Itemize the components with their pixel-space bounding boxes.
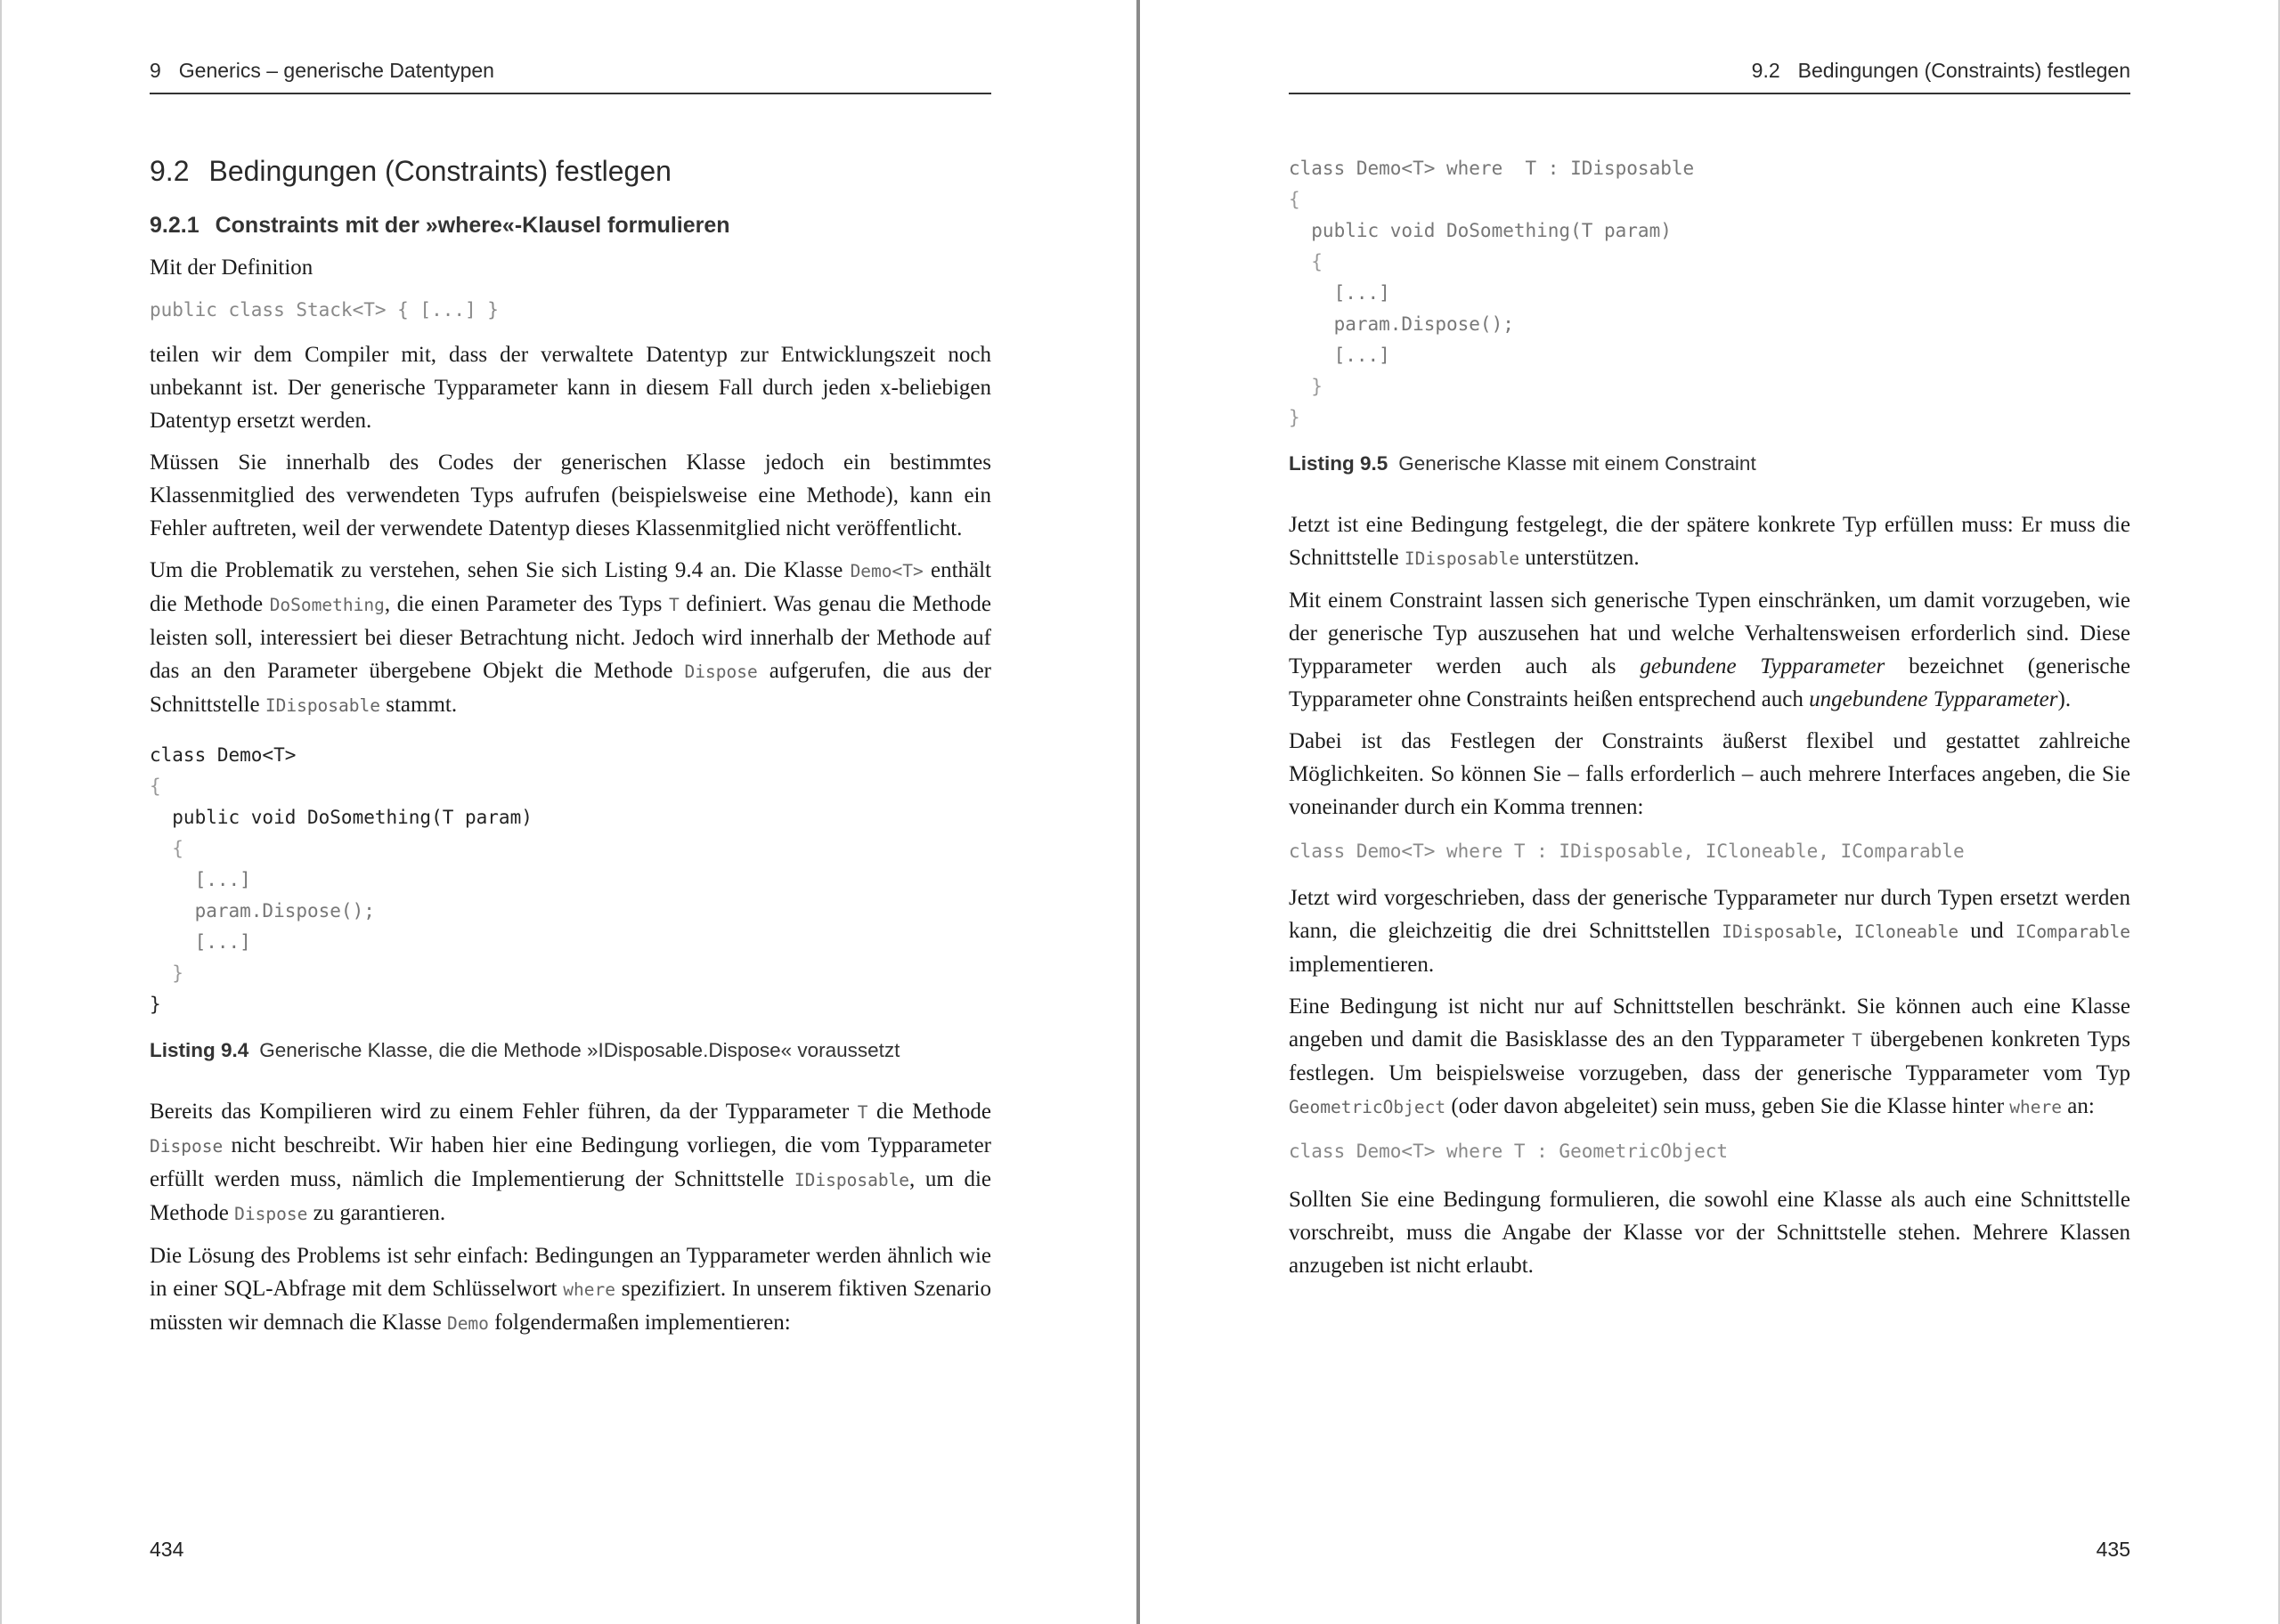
text-run: spezifiziert. In unserem fiktiven Szenario müssten wir demnach die Klasse — [150, 1277, 991, 1335]
code-stack-definition: public class Stack<T> { [...] } — [150, 299, 499, 321]
subsection-title: Constraints mit der »where«-Klausel formulieren — [215, 213, 730, 238]
text-run: zu garantieren. — [307, 1201, 446, 1225]
section-title: Bedingungen (Constraints) festlegen — [1797, 59, 2130, 82]
inline-code: Dispose — [234, 1204, 308, 1224]
text-run: Bereits das Kompilieren wird zu einem Fehler führen, da der Typparameter — [150, 1100, 858, 1124]
text-run: Eine Bedingung ist nicht nur auf Schnittstellen beschränkt. Sie können auch eine Klasse angeben und damit die Basisklasse des an den Typparameter — [1289, 995, 2130, 1052]
inline-code: IDisposable — [794, 1170, 910, 1190]
paragraph-1 — [1289, 508, 2130, 575]
inline-code: DoSomething — [269, 595, 385, 615]
inline-code: Dispose — [684, 662, 758, 682]
code-line: { — [150, 838, 183, 859]
text-run: Jetzt wird vorgeschrieben, dass der generische Typparameter nur durch Typen ersetzt werden kann, die gleichzeitig die drei Schnittstellen — [1289, 886, 2130, 943]
running-head-right — [1289, 59, 2130, 94]
paragraph-2: Müssen Sie innerhalb des Codes der generischen Klasse jedoch ein bestimmtes Klassenmitglied des verwendeten Typs aufrufen (beispielsweise eine Methode), kann ein Fehler auftreten, weil der verwendete Datentyp dieses Klassenmitglied nicht veröffentlicht. — [150, 451, 991, 540]
code-line: } — [1289, 376, 1323, 397]
emphasis: gebundene Typparameter — [1640, 654, 1885, 678]
listing-caption — [1289, 450, 2130, 478]
text-run: übergebenen konkreten Typs festlegen. Um beispielsweise vorzugeben, dass der generische Typparameter vom Typ — [1289, 1027, 2130, 1085]
section-heading — [150, 151, 991, 191]
text-run: , die einen Parameter des Typs — [384, 592, 670, 616]
right-page-content — [1289, 153, 2130, 1291]
page-number: 435 — [2096, 1538, 2130, 1561]
inline-code: T — [669, 595, 680, 615]
inline-code: GeometricObject — [1289, 1097, 1446, 1117]
code-line: [...] — [150, 931, 251, 953]
code-line: { — [150, 775, 161, 797]
listing-9-5-code — [1289, 153, 2130, 434]
text-run: (oder davon abgeleitet) sein muss, geben Sie die Klasse hinter — [1445, 1094, 2010, 1118]
code-line: param.Dispose(); — [1289, 313, 1514, 335]
listing-caption — [150, 1036, 991, 1065]
text-run: unterstützen. — [1519, 546, 1640, 570]
right-page — [1142, 0, 2280, 1624]
paragraph-6: Sollten Sie eine Bedingung formulieren, die sowohl eine Klasse als auch eine Schnittstelle vorschreibt, muss die Angabe der Klasse vor der Schnittstelle stehen. Mehrere Klassen anzugeben ist nicht erlaubt. — [1289, 1188, 2130, 1278]
code-line: [...] — [1289, 282, 1390, 304]
text-run: und — [1958, 919, 2015, 943]
caption-label: Listing 9.4 — [150, 1039, 249, 1061]
inline-code: where — [563, 1279, 615, 1300]
text-run: an: — [2061, 1094, 2095, 1118]
code-multi-constraints: class Demo<T> where T : IDisposable, ICloneable, IComparable — [1289, 840, 1965, 862]
inline-code: where — [2009, 1097, 2062, 1117]
text-run: , — [1836, 919, 1854, 943]
code-line: } — [1289, 407, 1300, 428]
paragraph-2 — [1289, 584, 2130, 716]
emphasis: ungebundene Typparameter — [1809, 687, 2058, 711]
text-run: implementieren. — [1289, 953, 1435, 977]
paragraph-1: teilen wir dem Compiler mit, dass der verwaltete Datentyp zur Entwicklungszeit noch unbekannt ist. Der generische Typparameter kann in diesem Fall durch jeden x-beliebigen Datentyp ersetzt werden. — [150, 343, 991, 433]
text-run: bezeichnet (generische Typparameter ohne Constraints heißen entsprechend auch — [1289, 654, 2130, 711]
paragraph-4 — [1289, 881, 2130, 981]
code-line: } — [150, 994, 161, 1015]
text-run: folgendermaßen implementieren: — [488, 1311, 791, 1335]
caption-label: Listing 9.5 — [1289, 452, 1388, 475]
section-number: 9.2 — [150, 155, 190, 187]
running-head-left — [150, 59, 991, 94]
text-run: stammt. — [380, 693, 458, 717]
inline-code: T — [1852, 1030, 1863, 1051]
code-line: public void DoSomething(T param) — [1289, 220, 1672, 241]
text-run: , um die Methode — [150, 1167, 991, 1225]
paragraph-3: Dabei ist das Festlegen der Constraints äußerst flexibel und gestattet zahlreiche Möglichkeiten. So können Sie – falls erforderlich – auch mehrere Interfaces angeben, die Sie voneinander durch ein Komma trennen: — [1289, 729, 2130, 819]
left-page — [0, 0, 1138, 1624]
inline-code: ICloneable — [1853, 922, 1959, 942]
caption-text: Generische Klasse, die die Methode »IDisposable.Dispose« voraussetzt — [259, 1039, 900, 1061]
code-class-constraint: class Demo<T> where T : GeometricObject — [1289, 1141, 1729, 1162]
code-line: class Demo<T> — [150, 744, 297, 766]
text-run: enthält die Methode — [150, 558, 991, 616]
chapter-title: Generics – generische Datentypen — [178, 59, 494, 82]
inline-code: IDisposable — [265, 695, 380, 716]
section-title: Bedingungen (Constraints) festlegen — [208, 155, 672, 187]
left-page-content — [150, 151, 991, 1349]
paragraph-4 — [150, 1095, 991, 1230]
inline-code: T — [857, 1102, 868, 1123]
paragraph-3 — [150, 554, 991, 722]
inline-code: Dispose — [150, 1136, 224, 1157]
inline-code: IDisposable — [1722, 922, 1837, 942]
inline-code: IDisposable — [1404, 548, 1519, 569]
listing-9-4-code — [150, 740, 991, 1020]
text-run: Jetzt ist eine Bedingung festgelegt, die der spätere konkrete Typ erfüllen muss: Er muss die Schnittstelle — [1289, 513, 2130, 570]
code-line: [...] — [150, 869, 251, 890]
caption-text: Generische Klasse mit einem Constraint — [1398, 452, 1756, 475]
code-line: { — [1289, 189, 1300, 210]
paragraph-5 — [150, 1239, 991, 1340]
text-run: Die Lösung des Problems ist sehr einfach: Bedingungen an Typparameter werden ähnlich wie in einer SQL-Abfrage mit dem Schlüsselwort — [150, 1244, 991, 1301]
code-line: param.Dispose(); — [150, 900, 375, 922]
code-line: [...] — [1289, 345, 1390, 366]
section-number: 9.2 — [1751, 59, 1780, 82]
code-line: public void DoSomething(T param) — [150, 807, 533, 828]
text-run: definiert. Was genau die Methode leisten soll, interessiert bei dieser Betrachtung nicht. Jedoch wird innerhalb der Methode auf das an den Parameter übergebene Objekt die Methode — [150, 592, 991, 683]
text-run: Um die Problematik zu verstehen, sehen Sie sich Listing 9.4 an. Die Klasse — [150, 558, 851, 582]
subsection-heading — [150, 210, 991, 240]
code-line: class Demo<T> where T : IDisposable — [1289, 158, 1695, 179]
code-line: { — [1289, 251, 1323, 272]
inline-code: IComparable — [2015, 922, 2131, 942]
page-number: 434 — [150, 1538, 184, 1561]
subsection-number: 9.2.1 — [150, 213, 200, 238]
chapter-number: 9 — [150, 59, 161, 82]
paragraph-5 — [1289, 990, 2130, 1124]
text-run: die Methode — [867, 1100, 991, 1124]
text-run: nicht beschreibt. Wir haben hier eine Bedingung vorliegen, die vom Typparameter erfüllt werden muss, nämlich die Implementierung der Schnittstelle — [150, 1133, 991, 1191]
inline-code: Demo — [446, 1313, 489, 1334]
code-line: } — [150, 962, 183, 984]
paragraph-intro: Mit der Definition — [150, 256, 314, 280]
inline-code: Demo<T> — [850, 561, 924, 581]
text-run: ). — [2057, 687, 2072, 711]
text-run: Mit einem Constraint lassen sich generische Typen einschränken, um damit vorzugeben, wie der generische Typ auszusehen hat und welche Verhaltensweisen erforderlich sind. Diese Typparameter werden auch als — [1289, 589, 2130, 678]
text-run: aufgerufen, die aus der Schnittstelle — [150, 659, 992, 717]
